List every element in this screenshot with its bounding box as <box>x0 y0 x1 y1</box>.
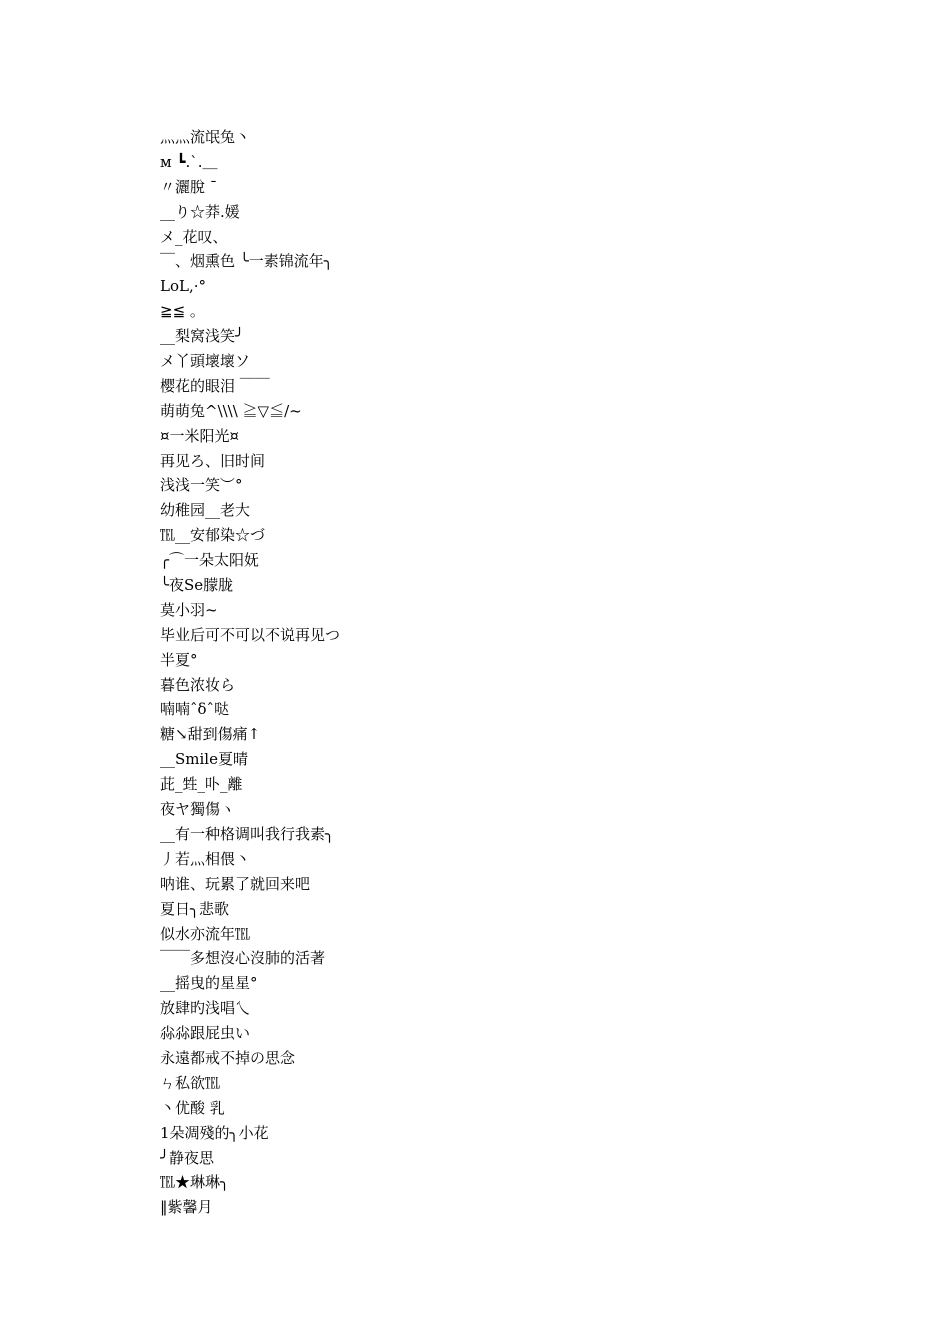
list-item: 1朵凋殘的╮小花 <box>160 1123 269 1142</box>
list-item: 浅浅一笑︶° <box>160 476 243 495</box>
list-item: 灬灬流氓兔丶 <box>160 128 251 146</box>
list-item: 夏日╮悲歌 <box>160 899 230 918</box>
list-item: LoL,·° <box>160 277 206 296</box>
list-item: 丿若灬相偎丶 <box>160 849 251 868</box>
list-item: ￣、烟熏色 ╰一素锦流年╮ <box>160 252 333 271</box>
list-item: __摇曳的星星° <box>160 974 258 993</box>
list-item: 幼稚园__老大 <box>160 501 251 520</box>
list-item: 喃喃ˆδˆ哒 <box>160 700 230 719</box>
list-item: ╯静夜思 <box>160 1148 215 1167</box>
list-item: 夜ヤ獨傷ヽ <box>160 800 236 819</box>
list-item: 尛尛跟屁虫い <box>160 1024 251 1043</box>
list-item: ℡★琳琳╮ <box>160 1173 230 1192</box>
list-item: 〃灑脫 ¯ <box>160 177 218 196</box>
list-item: 似水亦流年℡ <box>160 924 251 943</box>
list-item: __梨窝浅笑╯ <box>160 327 245 346</box>
list-item: __Smile夏晴 <box>160 750 248 769</box>
list-item: 暮色浓妆ら <box>160 675 236 694</box>
list-item: ¤一米阳光¤ <box>160 426 240 445</box>
list-item: 糖↘甜到傷痛↑ <box>160 725 261 744</box>
list-item: __有一种格调叫我行我素╮ <box>160 824 335 843</box>
list-item: ㄣ私欲℡ <box>160 1073 221 1092</box>
list-item: 毕业后可不可以不说再见つ <box>160 625 341 644</box>
list-item: ℡__安郁染☆づ <box>160 526 266 545</box>
list-item: ╭⌒一朵太阳妩 <box>160 551 260 570</box>
list-item: 樱花的眼泪 ￣￣ <box>160 376 270 395</box>
list-item: 萌萌兔^\\\\ ≧▽≦/~ <box>160 401 302 420</box>
list-item: ≧≦ 。 <box>160 302 205 321</box>
list-item: 莫小羽~ <box>160 600 218 619</box>
list-item: __り☆莽.媛 <box>160 202 240 221</box>
list-item: 再见ろ、旧时间 <box>160 451 266 470</box>
list-item: 呐谁、玩累了就回来吧 <box>160 874 311 893</box>
list-item: ᴍ ┗.`.＿ <box>160 152 218 171</box>
list-item: 放肆旳浅唱乀 <box>160 999 251 1018</box>
list-item: 丶优酸 乳 <box>160 1098 225 1117</box>
list-item: 茈_甡_卟_離 <box>160 775 243 794</box>
list-item: メ_花叹、 <box>160 227 228 246</box>
list-item: ╰夜Se朦胧 <box>160 576 234 595</box>
list-item: メ丫頭壞壞ソ <box>160 352 251 371</box>
list-item: 半夏° <box>160 650 198 669</box>
list-item: 永遠都戒不掉の思念 <box>160 1048 296 1067</box>
list-item: ￣￣多想沒心沒肺的活著 <box>160 949 326 968</box>
nickname-list <box>160 125 860 1220</box>
list-item: ‖紫馨月 <box>160 1198 213 1217</box>
